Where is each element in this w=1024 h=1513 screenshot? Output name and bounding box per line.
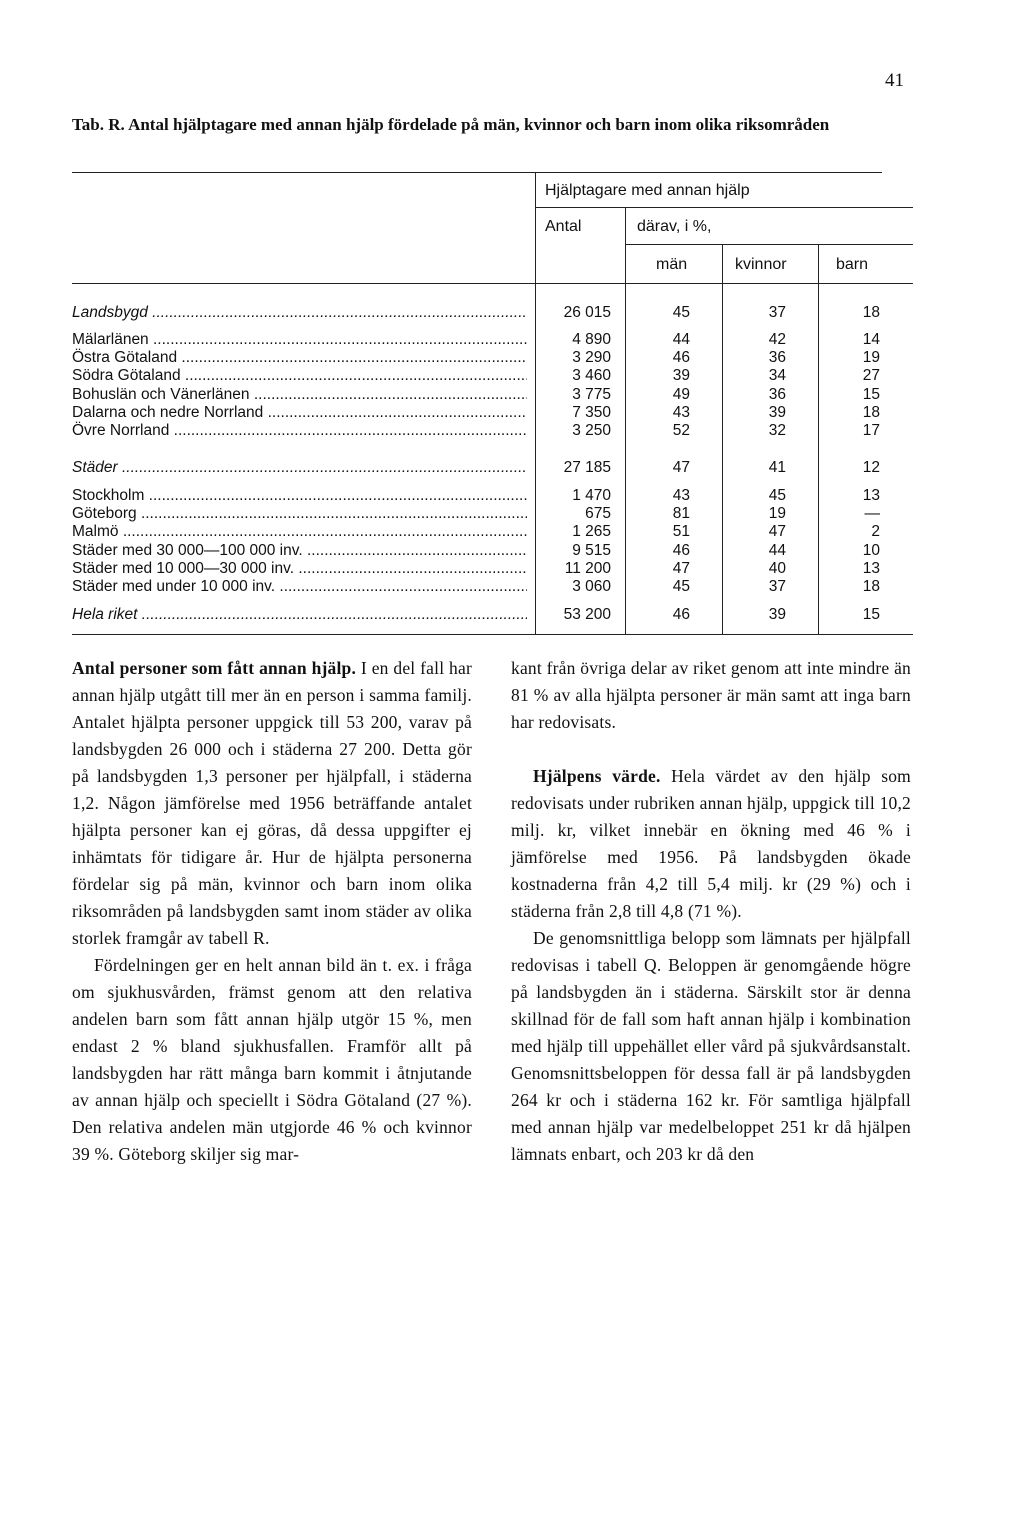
- header-man: män: [656, 256, 688, 273]
- table-cell-barn: 12: [862, 459, 880, 476]
- table-cell-kvinnor: 47: [768, 523, 786, 540]
- table-cell-barn: 13: [862, 487, 880, 504]
- table-cell-antal: 3 060: [572, 578, 611, 595]
- header-antal: Antal: [545, 218, 582, 235]
- table-cell-barn: 18: [862, 304, 880, 321]
- table-cell-kvinnor: 36: [768, 386, 786, 403]
- section-heading: Hjälpens värde.: [533, 766, 661, 786]
- table-cell-antal: 11 200: [564, 560, 611, 577]
- left-text-column: [72, 655, 472, 1168]
- table-cell-man: 47: [672, 560, 690, 577]
- table-cell-man: 45: [672, 578, 690, 595]
- table-cell-antal: 26 015: [563, 304, 611, 321]
- table-cell-kvinnor: 36: [768, 349, 786, 366]
- header-darav: därav, i %,: [637, 218, 712, 235]
- table-cell-antal: 9 515: [572, 542, 611, 559]
- table-cell-kvinnor: 37: [768, 304, 786, 321]
- table-row-label: Stockholm .....: [72, 486, 527, 506]
- table-row-label: Malmö .....: [72, 522, 527, 542]
- table-row-label: Städer med 10 000—30 000 inv. .....: [72, 559, 527, 579]
- table-cell-kvinnor: 32: [768, 422, 786, 439]
- table-cell-barn: 14: [862, 331, 880, 348]
- table-cell-barn: 13: [862, 560, 880, 577]
- table-cell-man: 47: [672, 459, 690, 476]
- table-cell-antal: 3 775: [572, 386, 611, 403]
- table-cell-barn: 18: [862, 404, 880, 421]
- table-cell-man: 46: [672, 606, 690, 623]
- table-row-label: Städer med under 10 000 inv. .....: [72, 577, 527, 597]
- table-cell-kvinnor: 39: [768, 404, 786, 421]
- table-cell-kvinnor: 40: [768, 560, 786, 577]
- table-cell-man: 81: [672, 505, 690, 522]
- table-cell-antal: 3 250: [572, 422, 611, 439]
- right-text-column: [511, 655, 911, 1168]
- table-cell-kvinnor: 19: [768, 505, 786, 522]
- table-cell-man: 39: [672, 367, 690, 384]
- table-row-label: Hela riket .....: [72, 605, 527, 625]
- body-paragraph: [511, 763, 911, 925]
- table-row-label: Östra Götaland .....: [72, 348, 527, 368]
- table-cell-barn: 18: [862, 578, 880, 595]
- table-cell-man: 52: [672, 422, 690, 439]
- table-cell-antal: 3 460: [572, 367, 611, 384]
- table-cell-antal: 1 470: [572, 487, 611, 504]
- table-divider-2: [625, 207, 626, 634]
- table-cell-kvinnor: 41: [768, 459, 786, 476]
- table-cell-antal: 53 200: [563, 606, 611, 623]
- table-cell-kvinnor: 44: [768, 542, 786, 559]
- table-cell-barn: 2: [871, 523, 880, 540]
- header-group: Hjälptagare med annan hjälp: [545, 182, 750, 199]
- table-cell-barn: 15: [862, 386, 880, 403]
- table-cell-man: 43: [672, 487, 690, 504]
- table-row-label: Städer med 30 000—100 000 inv. .....: [72, 541, 527, 561]
- table-row-label: Mälarlänen .....: [72, 330, 527, 350]
- body-paragraph: kant från övriga delar av riket genom att inte mindre än 81 % av alla hjälpta personer är män samt att inga barn har redovisats.: [511, 658, 911, 732]
- table-row-label: Städer .....: [72, 458, 527, 478]
- table-cell-antal: 7 350: [572, 404, 611, 421]
- table-bottom-rule: [72, 634, 913, 635]
- table-row-label: Bohuslän och Vänerlänen .....: [72, 385, 527, 405]
- table-divider-3: [722, 244, 723, 634]
- table-cell-man: 51: [672, 523, 690, 540]
- table-cell-man: 43: [672, 404, 690, 421]
- body-paragraph: [72, 655, 472, 952]
- header-kvinnor: kvinnor: [735, 256, 787, 273]
- table-cell-barn: 10: [862, 542, 880, 559]
- paragraph-text: I en del fall har annan hjälp utgått till mer än en person i samma familj. Antalet hjälpta personer uppgick till 53 200, varav på landsbygden 26 000 och i städerna 27 200. Detta gör på landsbygden 1,3 personer per hjälpfall, i städerna 1,2. Någon jämförelse med 1956 beträffande antalet hjälpta personer kan ej göras, då dessa uppgifter ej inhämtats för tidigare år. Hur de hjälpta personerna fördelar sig på män, kvinnor och barn inom olika riksområden på landsbygden samt inom städer av olika storlek framgår av tabell R.: [72, 658, 473, 948]
- paragraph-text: Hela värdet av den hjälp som redovisats under rubriken annan hjälp, uppgick till 10,2 milj. kr, vilket innebär en ökning med 46 % i jämförelse med 1956. På landsbygden ökade kostnaderna från 4,2 till 5,4 milj. kr (29 %) och i städerna från 2,8 till 4,8 (71 %).: [511, 766, 911, 921]
- table-cell-barn: —: [864, 505, 880, 522]
- table-caption: Tab. R. Antal hjälptagare med annan hjälp fördelade på män, kvinnor och barn inom olika riksområden: [72, 115, 830, 134]
- table-cell-antal: 1 265: [572, 523, 611, 540]
- table-cell-man: 44: [672, 331, 690, 348]
- header-barn: barn: [836, 256, 869, 273]
- table-cell-kvinnor: 42: [768, 331, 786, 348]
- header-group-rule: [535, 207, 913, 208]
- table-row-label: Övre Norrland .....: [72, 421, 527, 441]
- table-cell-antal: 3 290: [572, 349, 611, 366]
- page-number: 41: [885, 70, 904, 91]
- table-cell-man: 46: [672, 349, 690, 366]
- body-paragraph: De genomsnittliga belopp som lämnats per hjälpfall redovisas i tabell Q. Beloppen är genomgående högre på landsbygden än i städerna. Särskilt stor är denna skillnad för de fall som haft annan hjälp i kombination med hjälp till uppehället eller vård på sjukvårdsanstalt. Genomsnittsbeloppen för dessa fall är på landsbygden 264 kr och i städerna 162 kr. För samtliga hjälpfall med annan hjälp var medelbeloppet 251 kr då hjälpen lämnats enbart, och 203 kr då den: [511, 928, 911, 1164]
- table-cell-antal: 27 185: [563, 459, 611, 476]
- table-cell-man: 46: [672, 542, 690, 559]
- table-cell-barn: 27: [862, 367, 880, 384]
- table-row-label: Södra Götaland .....: [72, 366, 527, 386]
- table-cell-barn: 19: [862, 349, 880, 366]
- table-cell-kvinnor: 34: [768, 367, 786, 384]
- table-cell-kvinnor: 39: [768, 606, 786, 623]
- header-bottom-rule: [72, 283, 913, 284]
- table-top-rule: [72, 172, 882, 173]
- table-row-label: Landsbygd .....: [72, 303, 527, 323]
- header-darav-rule: [625, 244, 913, 245]
- table-cell-man: 49: [672, 386, 690, 403]
- table-cell-barn: 15: [862, 606, 880, 623]
- table-cell-kvinnor: 45: [768, 487, 786, 504]
- table-cell-barn: 17: [862, 422, 880, 439]
- table-row-label: Göteborg .....: [72, 504, 527, 524]
- body-paragraph: Fördelningen ger en helt annan bild än t. ex. i fråga om sjukhusvården, främst genom att den relativa andelen barn som fått annan hjälp utgör 15 %, men endast 2 % bland sjukhusfallen. Framför allt på landsbygden har rätt många barn kommit i åtnjutande av annan hjälp och speciellt i Södra Götaland (27 %). Den relativa andelen män utgjorde 46 % och kvinnor 39 %. Göteborg skiljer sig mar-: [72, 955, 472, 1164]
- table-divider-4: [818, 244, 819, 634]
- section-heading: Antal personer som fått annan hjälp.: [72, 658, 357, 678]
- table-cell-man: 45: [672, 304, 690, 321]
- table-cell-antal: 675: [585, 505, 611, 522]
- table-cell-antal: 4 890: [572, 331, 611, 348]
- table-cell-kvinnor: 37: [768, 578, 786, 595]
- table-row-label: Dalarna och nedre Norrland .....: [72, 403, 527, 423]
